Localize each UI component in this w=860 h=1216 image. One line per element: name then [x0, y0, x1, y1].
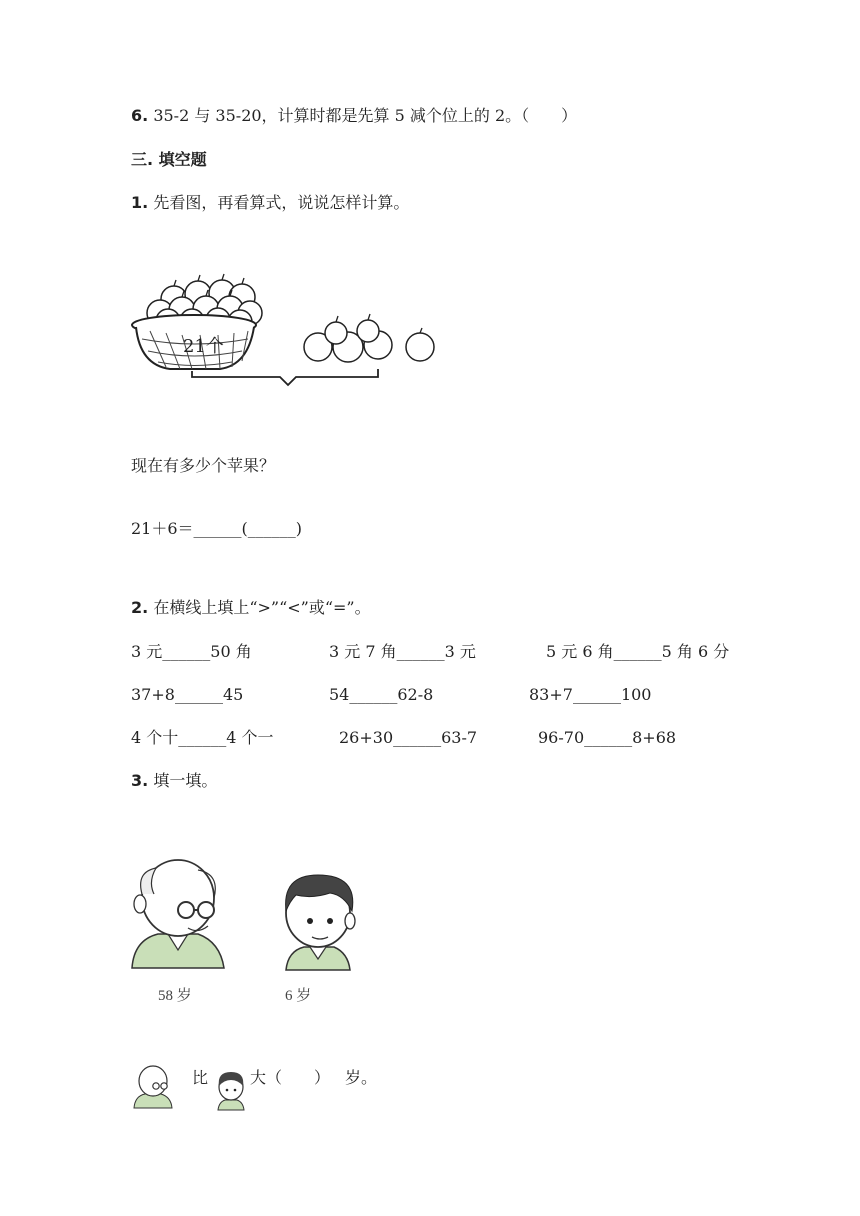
problem-number: 1. — [131, 193, 149, 212]
comparison-item: 37+8______45 — [131, 685, 244, 704]
problem-1-prompt — [131, 193, 409, 213]
problem-1-question: 现在有多少个苹果？ — [131, 456, 276, 475]
grandpa-small-icon — [132, 1064, 176, 1108]
grandpa-illustration — [128, 858, 228, 968]
comparison-item: 5 元 6 角______5 角 6 分 — [546, 642, 730, 661]
apple-basket-illustration — [130, 265, 450, 395]
prompt-text: 先看图，再看算式，说说怎样计算。 — [153, 193, 410, 212]
question-text: 35-2 与 35-20，计算时都是先算 5 减个位上的 2。（ ） — [153, 106, 578, 125]
boy-illustration — [272, 865, 362, 970]
comparison-item: 96-70______8+68 — [538, 728, 677, 747]
problem-number: 2. — [131, 598, 149, 617]
comparison-item: 83+7______100 — [529, 685, 652, 704]
problem-1-equation: 21＋6＝______(______) — [131, 519, 303, 538]
question-6 — [131, 106, 577, 126]
question-number: 6. — [131, 106, 149, 125]
grandpa-age: 58 岁 — [158, 988, 192, 1004]
boy-age: 6 岁 — [285, 988, 312, 1004]
problem-3-prompt — [131, 771, 217, 791]
boy-small-icon — [212, 1068, 250, 1110]
prompt-text: 在横线上填上“>”“<”或“=”。 — [153, 598, 371, 617]
prompt-text: 填一填。 — [153, 771, 218, 790]
problem-2-prompt — [131, 598, 371, 618]
comparison-sui: 岁。 — [345, 1068, 378, 1087]
comparison-item: 4 个十______4 个一 — [131, 728, 274, 747]
comparison-item: 26+30______63-7 — [339, 728, 478, 747]
comparison-da-blank: 大（ ） — [250, 1068, 331, 1087]
comparison-bi: 比 — [192, 1068, 209, 1087]
basket-label: 21个 — [183, 336, 224, 357]
comparison-item: 3 元______50 角 — [131, 642, 252, 661]
comparison-item: 3 元 7 角______3 元 — [329, 642, 476, 661]
problem-number: 3. — [131, 771, 149, 790]
section-title: 三. 填空题 — [131, 150, 207, 169]
comparison-item: 54______62-8 — [329, 685, 434, 704]
